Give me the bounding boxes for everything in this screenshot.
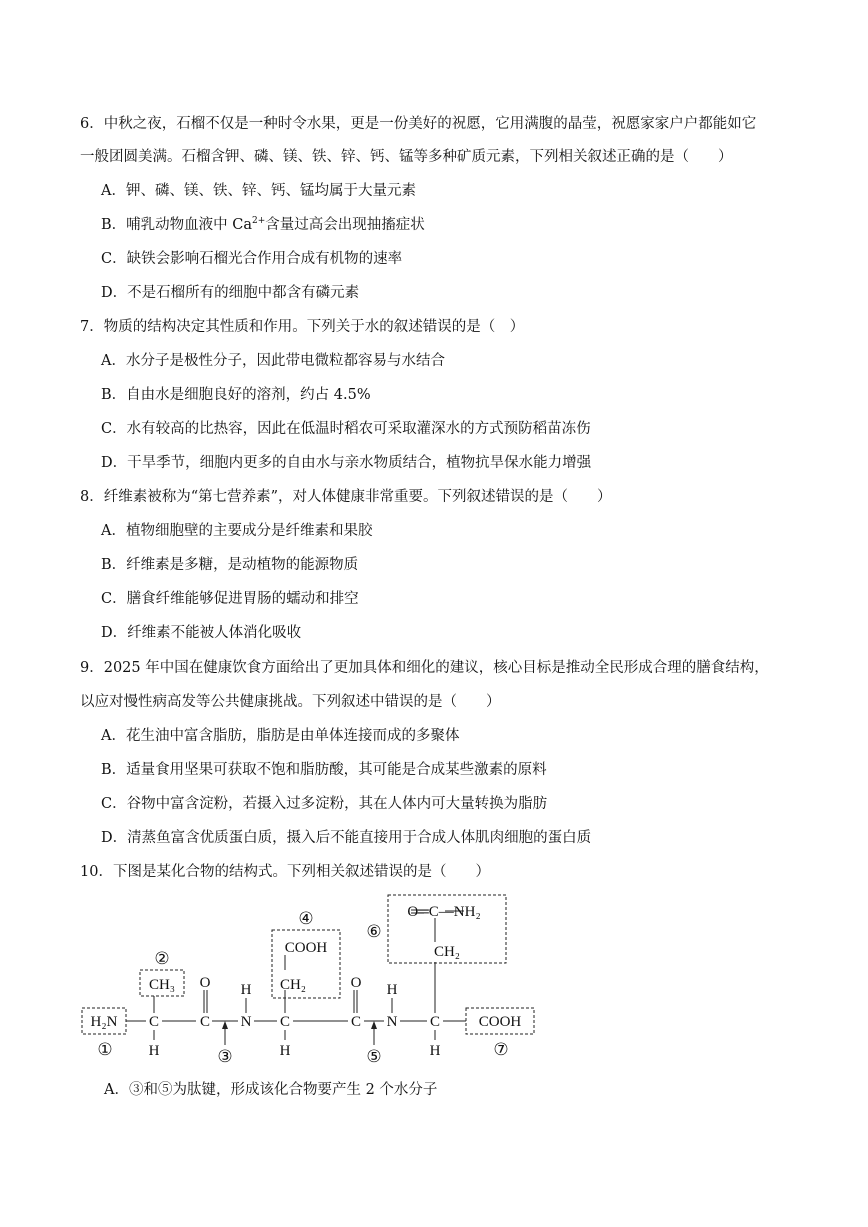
q9-option-d: D．清蒸鱼富含优质蛋白质，摄入后不能直接用于合成人体肌肉细胞的蛋白质 (101, 830, 592, 846)
q7-option-a: A．水分子是极性分子，因此带电微粒都容易与水结合 (101, 353, 445, 369)
atom-o-carbonyl2: O (350, 975, 362, 991)
q9-option-a: A．花生油中富含脂肪，脂肪是由单体连接而成的多聚体 (101, 728, 460, 744)
q7-option-b: B．自由水是细胞良好的溶剂，约占 4.5% (101, 387, 371, 403)
q8-option-b: B．纤维素是多糖，是动植物的能源物质 (101, 557, 359, 573)
q6-option-b-post: 含量过高会出现抽搐症状 (265, 217, 425, 233)
group-ch2-mid: CH₂ (279, 977, 307, 993)
q7-option-c: C．水有较高的比热容，因此在低温时稻农可采取灌深水的方式预防稻苗冻伤 (101, 421, 591, 437)
q6-option-d: D．不是石榴所有的细胞中都含有磷元素 (101, 285, 360, 301)
label-7: ⑦ (493, 1040, 509, 1059)
atom-n-1: N (240, 1014, 252, 1030)
q7-stem: 7．物质的结构决定其性质和作用。下列关于水的叙述错误的是（ ） (80, 319, 525, 335)
group-amide: O═C—NH₂ (407, 904, 481, 920)
q6-option-c: C．缺铁会影响石榴光合作用合成有机物的速率 (101, 251, 403, 267)
atom-c-carbonyl2: C (350, 1014, 362, 1030)
atom-h-n1: H (240, 982, 252, 998)
q9-stem-line1: 9．2025 年中国在健康饮食方面给出了更加具体和细化的建议，核心目标是推动全民形成合理的膳食结构， (80, 660, 769, 676)
label-4: ④ (298, 909, 314, 928)
q8-option-d: D．纤维素不能被人体消化吸收 (101, 625, 302, 641)
atom-o-carbonyl1: O (199, 975, 211, 991)
q6-option-b-sup: 2+ (252, 216, 266, 226)
q9-option-b: B．适量食用坚果可获取不饱和脂肪酸，其可能是合成某些激素的原料 (101, 762, 547, 778)
group-ch2-side: CH₂ (433, 944, 461, 960)
q10-stem: 10．下图是某化合物的结构式。下列相关叙述错误的是（ ） (80, 864, 490, 880)
peptide-structure-svg (78, 890, 558, 1075)
q8-option-a: A．植物细胞壁的主要成分是纤维素和果胶 (101, 523, 373, 539)
atom-n-2: N (386, 1014, 398, 1030)
atom-h-alpha2: H (279, 1043, 291, 1059)
atom-h-alpha3: H (429, 1043, 441, 1059)
q7-option-d: D．干旱季节，细胞内更多的自由水与亲水物质结合，植物抗旱保水能力增强 (101, 455, 592, 471)
atom-c-alpha1: C (148, 1014, 160, 1030)
q6-option-b (101, 215, 425, 235)
q8-option-c: C．膳食纤维能够促进胃肠的蠕动和排空 (101, 591, 359, 607)
label-1: ① (97, 1040, 113, 1059)
q6-stem-line1: 6．中秋之夜，石榴不仅是一种时令水果，更是一份美好的祝愿，它用满腹的晶莹，祝愿家家户户都能如它 (80, 116, 757, 132)
q6-option-b-pre: B．哺乳动物血液中 Ca (101, 217, 253, 233)
atom-h-alpha1: H (148, 1043, 160, 1059)
label-6: ⑥ (366, 922, 382, 941)
group-cooh-end: COOH (478, 1014, 522, 1030)
group-ch3: CH₃ (148, 977, 176, 993)
label-5: ⑤ (366, 1047, 382, 1066)
atom-h-n2: H (386, 982, 398, 998)
q8-stem: 8．纤维素被称为“第七营养素”，对人体健康非常重要。下列叙述错误的是（ ） (80, 489, 612, 505)
q9-stem-line2: 以应对慢性病高发等公共健康挑战。下列叙述中错误的是（ ） (80, 694, 501, 710)
q9-option-c: C．谷物中富含淀粉，若摄入过多淀粉，其在人体内可大量转换为脂肪 (101, 796, 548, 812)
q10-option-a: A．③和⑤为肽键，形成该化合物要产生 2 个水分子 (104, 1082, 438, 1098)
q6-stem-line2: 一般团圆美满。石榴含钾、磷、镁、铁、锌、钙、锰等多种矿质元素，下列相关叙述正确的是（ ） (80, 149, 733, 165)
peptide-structure-diagram (78, 890, 558, 1075)
atom-c-alpha2: C (279, 1014, 291, 1030)
group-cooh-mid: COOH (284, 940, 328, 956)
q6-option-a: A．钾、磷、镁、铁、锌、钙、锰均属于大量元素 (101, 183, 416, 199)
group-h2n: H₂N (90, 1014, 118, 1030)
atom-c-alpha3: C (429, 1014, 441, 1030)
label-3: ③ (217, 1047, 233, 1066)
label-2: ② (154, 949, 170, 968)
atom-c-carbonyl1: C (199, 1014, 211, 1030)
